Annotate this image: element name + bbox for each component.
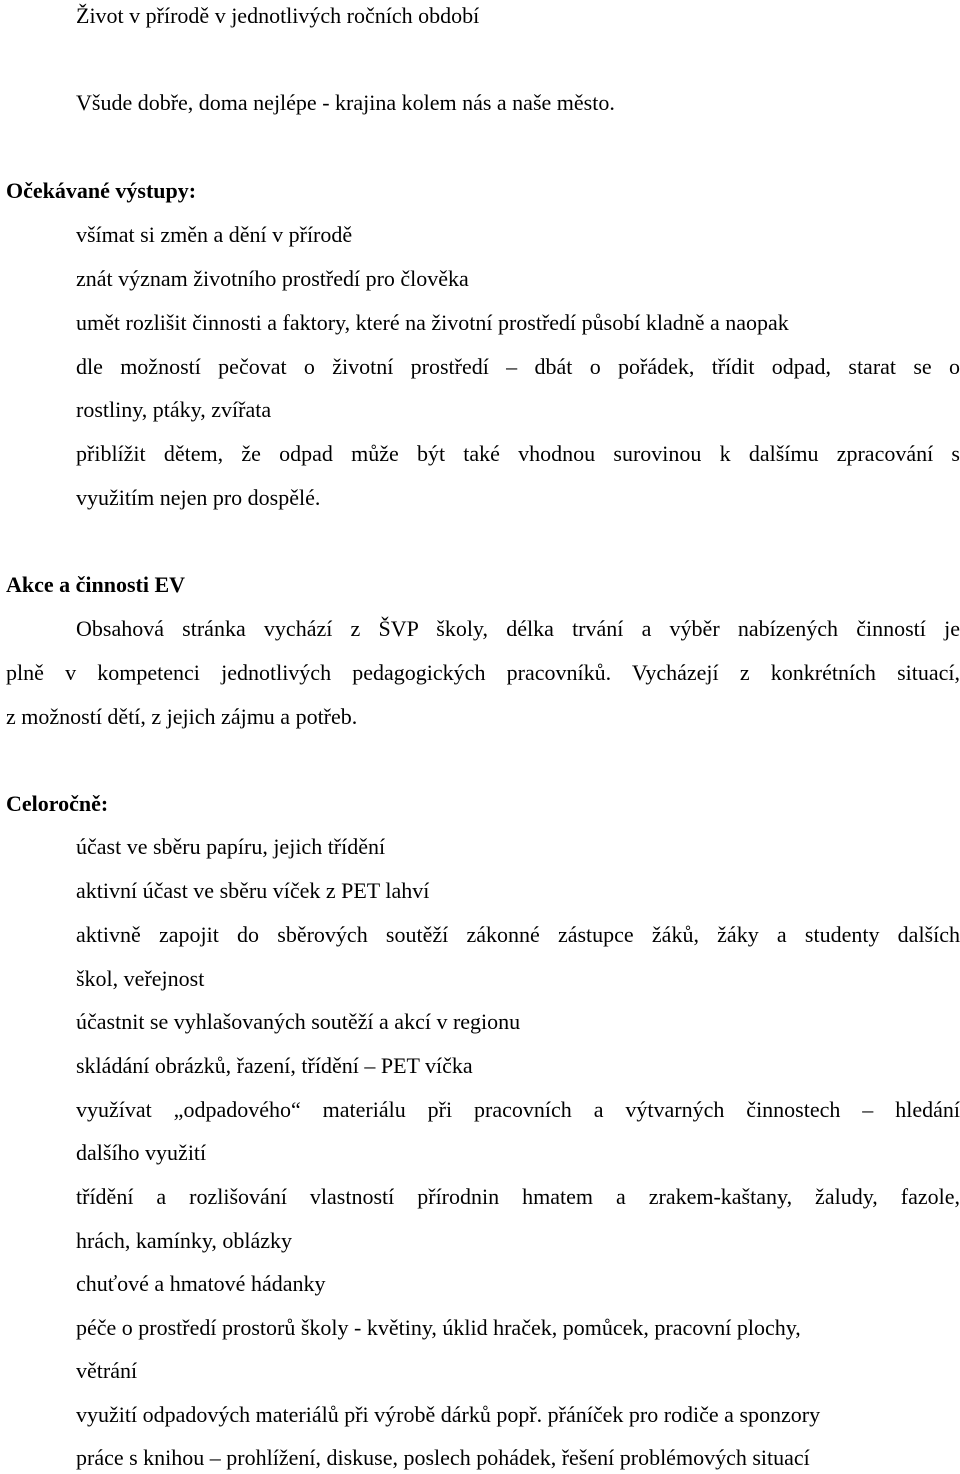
yearround-line: dalšího využití <box>76 1140 207 1165</box>
yearround-line: třídění a rozlišování vlastností přírodnin hmatem a zrakem-kaštany, žaludy, fazole, <box>76 1184 960 1209</box>
activities-paragraph-line: plně v kompetenci jednotlivých pedagogických pracovníků. Vycházejí z konkrétních situací, <box>6 660 960 685</box>
yearround-line: práce s knihou – prohlížení, diskuse, poslech pohádek, řešení problémových situací <box>76 1445 810 1470</box>
outputs-line: znát význam životního prostředí pro člověka <box>76 266 469 291</box>
yearround-line: chuťové a hmatové hádanky <box>76 1271 326 1296</box>
yearround-line: hrách, kamínky, oblázky <box>76 1228 293 1253</box>
outputs-line: všímat si změn a dění v přírodě <box>76 222 353 247</box>
yearround-line: škol, veřejnost <box>76 966 205 991</box>
document-title: Život v přírodě v jednotlivých ročních období <box>76 3 480 28</box>
yearround-line: aktivní účast ve sběru víček z PET lahví <box>76 878 430 903</box>
document-subtitle: Všude dobře, doma nejlépe - krajina kolem nás a naše město. <box>76 90 615 115</box>
activities-paragraph-line: z možností dětí, z jejich zájmu a potřeb. <box>6 704 358 729</box>
activities-paragraph-line: Obsahová stránka vychází z ŠVP školy, délka trvání a výběr nabízených činností je <box>76 616 960 641</box>
yearround-heading: Celoročně: <box>6 791 109 816</box>
outputs-line: dle možností pečovat o životní prostředí – dbát o pořádek, třídit odpad, starat se o <box>76 354 960 379</box>
activities-heading: Akce a činnosti EV <box>6 572 186 597</box>
outputs-line: umět rozlišit činnosti a faktory, které na životní prostředí působí kladně a naopak <box>76 310 789 335</box>
yearround-line: větrání <box>76 1358 138 1383</box>
yearround-line: aktivně zapojit do sběrových soutěží zákonné zástupce žáků, žáky a studenty dalších <box>76 922 960 947</box>
yearround-line: účastnit se vyhlašovaných soutěží a akcí v regionu <box>76 1009 521 1034</box>
yearround-line: skládání obrázků, řazení, třídění – PET víčka <box>76 1053 473 1078</box>
yearround-line: využití odpadových materiálů při výrobě dárků popř. přáníček pro rodiče a sponzory <box>76 1402 821 1427</box>
yearround-line: péče o prostředí prostorů školy - květiny, úklid hraček, pomůcek, pracovní plochy, <box>76 1315 801 1340</box>
outputs-line: rostliny, ptáky, zvířata <box>76 397 272 422</box>
yearround-line: účast ve sběru papíru, jejich třídění <box>76 834 386 859</box>
yearround-line: využívat „odpadového“ materiálu při pracovních a výtvarných činnostech – hledání <box>76 1097 960 1122</box>
outputs-heading: Očekávané výstupy: <box>6 178 197 203</box>
outputs-line: přiblížit dětem, že odpad může být také vhodnou surovinou k dalšímu zpracování s <box>76 441 960 466</box>
outputs-line: využitím nejen pro dospělé. <box>76 485 321 510</box>
